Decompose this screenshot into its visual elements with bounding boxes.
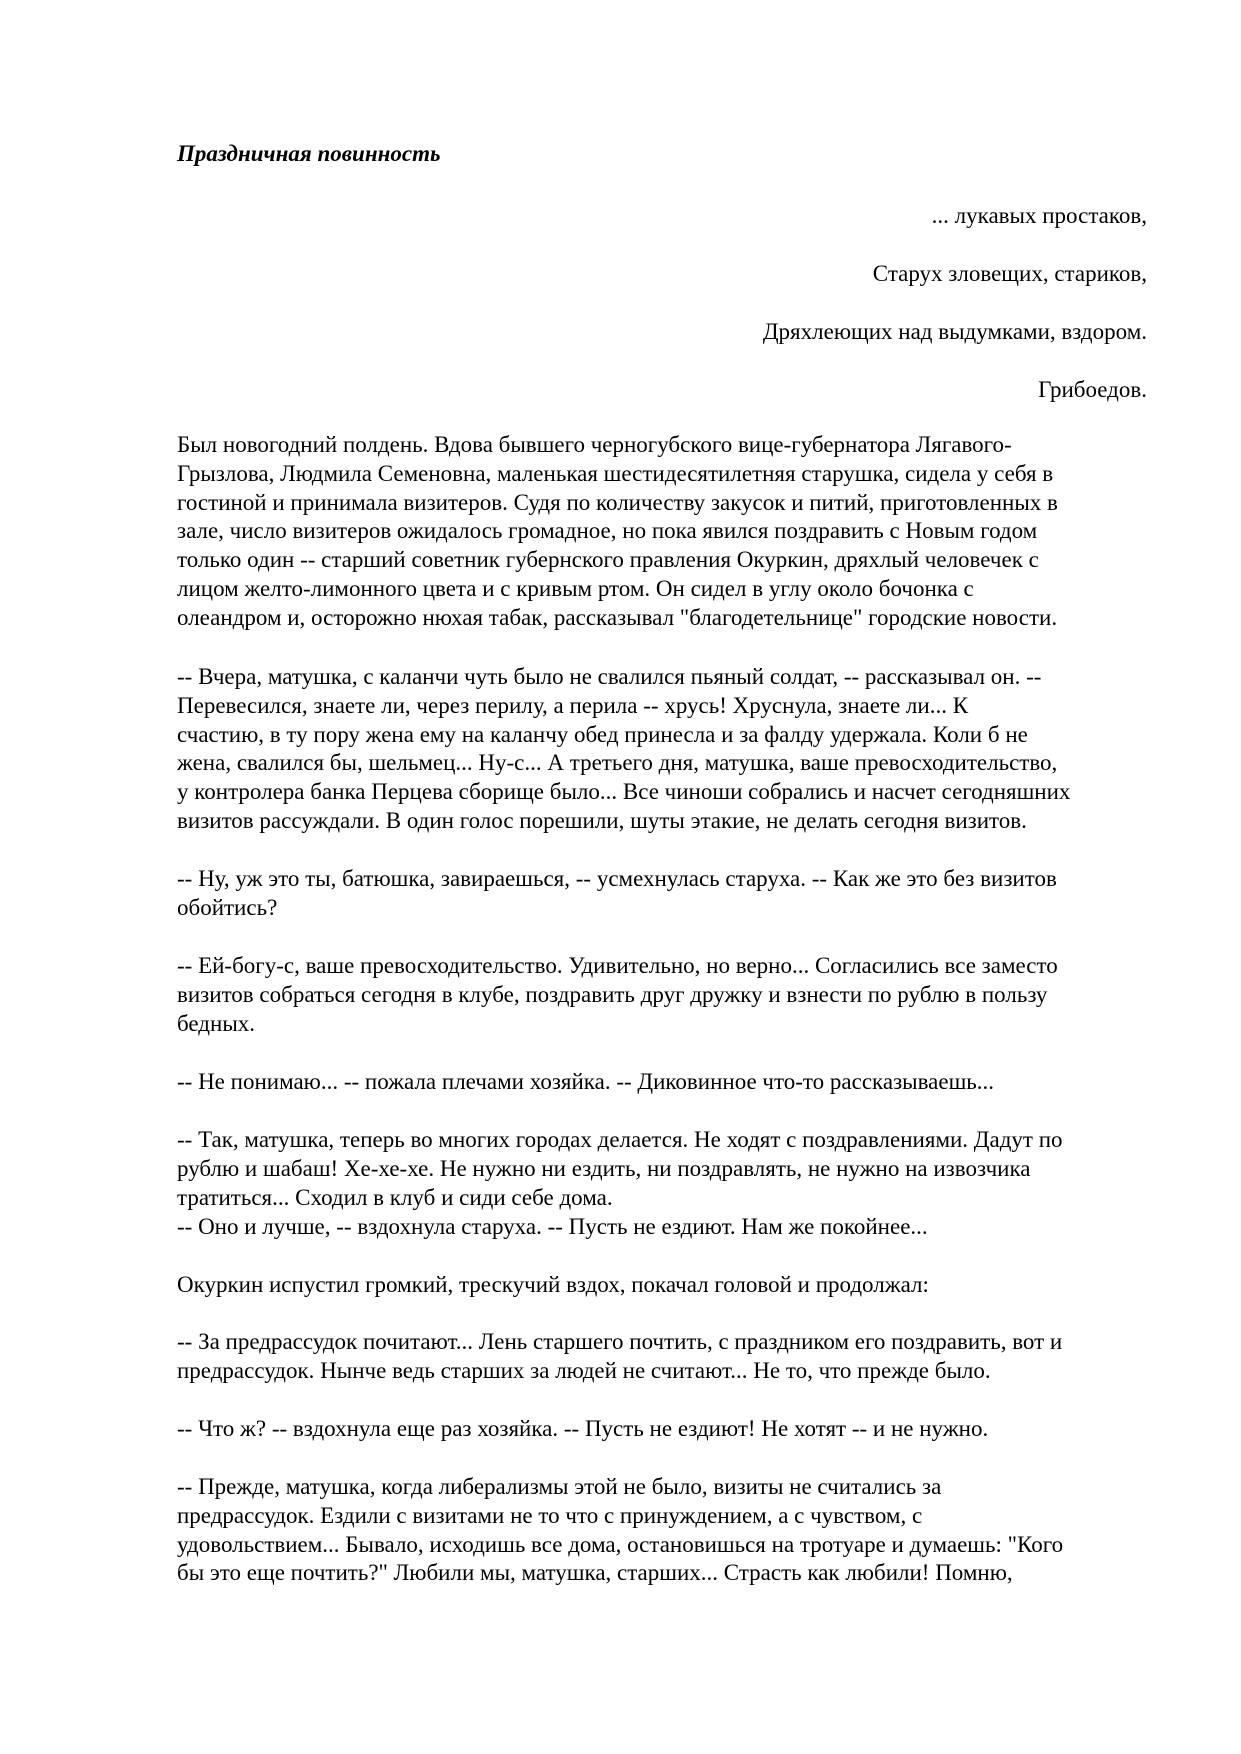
text-line: визитов собраться сегодня в клубе, поздравить друг дружку и взнести по рублю в пользу [177,981,1048,1007]
paragraph-11 [177,1473,1063,1588]
text-line: жена, свалился бы, шельмец... Ну-с... А третьего дня, матушка, ваше превосходительство, [177,750,1058,776]
text-line: -- За предрассудок почитают... Лень старшего почтить, с праздником его поздравить, вот и [177,1329,1063,1354]
paragraph-10 [177,1415,988,1444]
text-line: зале, число визитеров ожидалось громадное, но пока явился поздравить с Новым годом [177,518,1038,544]
text-line: Грызлова, Людмила Семеновна, маленькая шестидесятилетняя старушка, сидела у себя в [177,460,1054,486]
text-line: Был новогодний полдень. Вдова бывшего черногубского вице-губернатора Лягавого- [177,432,1012,457]
text-line: только один -- старший советник губернского правления Окуркин, дряхлый человечек с [177,547,1039,573]
text-line: -- Ну, уж это ты, батюшка, завираешься, -- усмехнулась старуха. -- Как же это без визитов [177,866,1057,891]
epigraph-line: Старух зловещих, стариков, [872,261,1147,286]
text-line: -- Ей-богу-с, ваше превосходительство. Удивительно, но верно... Согласились все заместо [177,953,1058,978]
text-line: -- Не понимаю... -- пожала плечами хозяйка. -- Диковинное что-то рассказываешь... [177,1069,995,1094]
text-line: Перевесился, знаете ли, через перилу, а перила -- хрусь! Хруснула, знаете ли... К [177,692,969,718]
document-page [177,0,1147,1754]
text-line: бы это еще почтить?" Любили мы, матушка, старших... Страсть как любили! Помню, [177,1560,1013,1586]
text-line: -- Так, матушка, теперь во многих городах делается. Не ходят с поздравлениями. Дадут по [177,1127,1063,1152]
story-title: Праздничная повинность [177,141,441,166]
text-line: -- Вчера, матушка, с каланчи чуть было не свалился пьяный солдат, -- рассказывал он. -- [177,664,1042,689]
paragraph-8 [177,1271,929,1300]
text-line: предрассудок. Нынче ведь старших за людей не считают... Не то, что прежде было. [177,1357,991,1383]
text-line: у контролера банка Перцева сборище было... Все чиноши собрались и насчет сегодняшних [177,779,1071,805]
paragraph-3 [177,865,1057,923]
epigraph-line: Дряхлеющих над выдумками, вздором. [762,319,1147,344]
paragraph-9 [177,1328,1062,1386]
paragraph-1 [177,431,1058,633]
paragraph-6 [177,1126,1063,1212]
text-line: олеандром и, осторожно нюхая табак, рассказывал "благодетельнице" городские новости. [177,604,1058,630]
paragraph-7 [177,1213,928,1242]
text-line: обойтись? [177,894,278,920]
text-line: Окуркин испустил громкий, трескучий вздох, покачал головой и продолжал: [177,1272,929,1297]
text-line: -- Оно и лучше, -- вздохнула старуха. -- Пусть не ездиют. Нам же покойнее... [177,1214,928,1239]
paragraph-5 [177,1068,994,1097]
text-line: гостиной и принимала визитеров. Судя по количеству закусок и питий, приготовленных в [177,489,1058,515]
epigraph-line: ... лукавых простаков, [931,203,1147,228]
paragraph-2 [177,663,1070,836]
text-line: удовольствием... Бывало, исходишь все дома, остановишься на тротуаре и думаешь: "Кого [177,1531,1064,1557]
text-line: бедных. [177,1010,256,1036]
text-line: тратиться... Сходил в клуб и сиди себе дома. [177,1184,613,1210]
text-line: -- Что ж? -- вздохнула еще раз хозяйка. -- Пусть не ездиют! Не хотят -- и не нужно. [177,1416,989,1441]
text-line: рублю и шабаш! Хе-хе-хе. Не нужно ни ездить, ни поздравлять, не нужно на извозчика [177,1155,1031,1181]
epigraph-author: Грибоедов. [1038,377,1147,402]
text-line: лицом желто-лимонного цвета и с кривым ртом. Он сидел в углу около бочонка с [177,575,974,601]
text-line: визитов рассуждали. В один голос порешили, шуты этакие, не делать сегодня визитов. [177,807,1027,833]
text-line: -- Прежде, матушка, когда либерализмы этой не было, визиты не считались за [177,1474,942,1499]
text-line: счастию, в ту пору жена ему на каланчу обед принесла и за фалду удержала. Коли б не [177,721,1028,747]
text-line: предрассудок. Ездили с визитами не то что с принуждением, а с чувством, с [177,1502,923,1528]
paragraph-4 [177,952,1058,1038]
